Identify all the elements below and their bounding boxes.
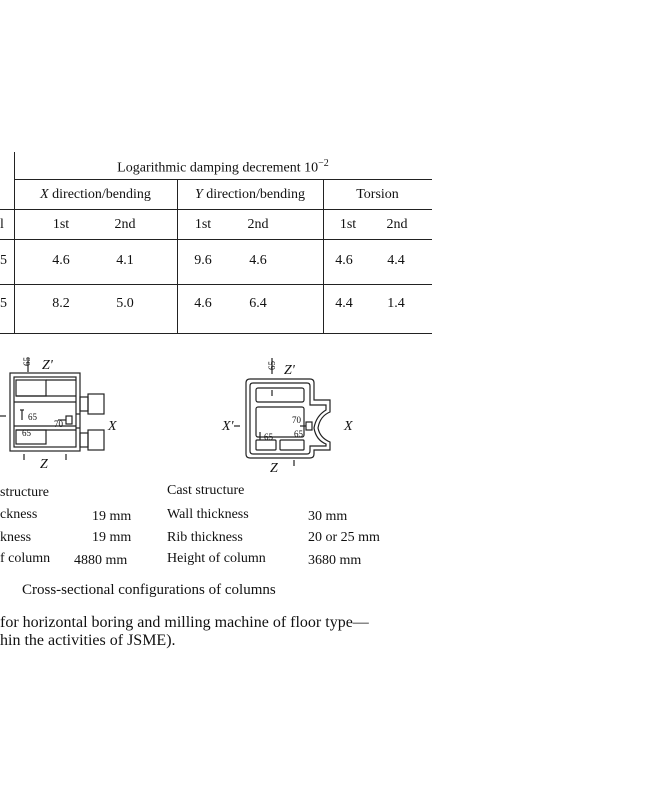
table-cell: 6.4 bbox=[249, 296, 267, 311]
table-super-header bbox=[14, 159, 432, 176]
cast-spec-label: Rib thickness bbox=[167, 530, 243, 545]
table-rule-bottom bbox=[0, 333, 432, 334]
table-cell: 4.1 bbox=[116, 253, 134, 268]
left-dim-70: 70 bbox=[54, 419, 63, 429]
figure-caption: Cross-sectional configurations of columns bbox=[22, 582, 276, 598]
right-x-prime-label: X' bbox=[222, 419, 234, 434]
table-rule-2 bbox=[0, 209, 432, 210]
group-axis-x: X bbox=[40, 187, 49, 202]
welded-spec-title: structure bbox=[0, 485, 49, 500]
group-header-y: Y direction/bending bbox=[194, 187, 306, 202]
order-label: 1st bbox=[339, 217, 357, 232]
welded-spec-label: f column bbox=[0, 551, 51, 566]
order-label: 1st bbox=[194, 217, 212, 232]
group-axis-y: Y bbox=[194, 187, 203, 202]
cast-spec-value: 3680 mm bbox=[308, 553, 362, 568]
welded-spec-value: 4880 mm bbox=[74, 553, 128, 568]
left-dim-65-mid: 65 bbox=[28, 412, 37, 422]
cast-spec-value: 30 mm bbox=[308, 509, 348, 524]
left-z-top-label: Z' bbox=[42, 358, 53, 373]
cast-spec-label: Height of column bbox=[167, 551, 266, 566]
table-vline-y bbox=[177, 179, 178, 334]
table-rule-1 bbox=[14, 179, 432, 180]
left-dim-65-low: 65 bbox=[22, 428, 31, 438]
cast-spec-title: Cast structure bbox=[167, 483, 245, 498]
caption-line-1: for horizontal boring and milling machine of floor type— bbox=[0, 614, 369, 631]
cast-spec-label: Wall thickness bbox=[167, 507, 249, 522]
order-label: 2nd bbox=[114, 217, 136, 232]
table-cell: 1.4 bbox=[387, 296, 405, 311]
table-cell: 4.6 bbox=[194, 296, 212, 311]
table-cell: 4.4 bbox=[335, 296, 353, 311]
left-z-bottom-label: Z bbox=[40, 457, 48, 472]
right-dim-65-top: 65 bbox=[267, 361, 277, 370]
group-header-torsion: Torsion bbox=[356, 187, 399, 202]
right-dim-65-mid: 65 bbox=[294, 429, 303, 439]
table-cell: 4.6 bbox=[335, 253, 353, 268]
order-label: 1st bbox=[52, 217, 70, 232]
welded-cross-section-diagram bbox=[0, 350, 140, 480]
table-cell: 4.6 bbox=[249, 253, 267, 268]
welded-spec-value: 19 mm bbox=[92, 530, 132, 545]
left-fragment-value: 5 bbox=[0, 254, 7, 268]
table-cell: 4.6 bbox=[52, 253, 70, 268]
right-dim-70: 70 bbox=[292, 415, 301, 425]
left-fragment-sub: l bbox=[0, 217, 4, 232]
cast-cross-section-diagram bbox=[220, 350, 360, 480]
right-z-bottom-label: Z bbox=[270, 461, 278, 476]
right-z-top-label: Z' bbox=[284, 363, 295, 378]
welded-spec-value: 19 mm bbox=[92, 509, 132, 524]
table-cell: 5.0 bbox=[116, 296, 134, 311]
group-header-x: X direction/bending bbox=[40, 187, 151, 202]
welded-spec-label: ckness bbox=[0, 507, 38, 522]
table-rule-3 bbox=[0, 239, 432, 240]
left-fragment-value: 5 bbox=[0, 297, 7, 311]
table-cell: 4.4 bbox=[387, 253, 405, 268]
table-rule-4 bbox=[0, 284, 432, 285]
welded-spec-label: kness bbox=[0, 530, 32, 545]
table-cell: 9.6 bbox=[194, 253, 212, 268]
left-x-label: X bbox=[108, 419, 117, 434]
order-label: 2nd bbox=[247, 217, 269, 232]
left-dim-65-top: 65 bbox=[22, 357, 32, 366]
right-x-label: X bbox=[344, 419, 353, 434]
order-label: 2nd bbox=[386, 217, 408, 232]
cast-spec-value: 20 or 25 mm bbox=[308, 530, 380, 545]
super-header-exponent: −2 bbox=[318, 158, 329, 169]
table-cell: 8.2 bbox=[52, 296, 70, 311]
super-header-text: Logarithmic damping decrement 10 bbox=[117, 160, 319, 176]
caption-line-2: hin the activities of JSME). bbox=[0, 632, 176, 649]
right-dim-65-left: 65 bbox=[264, 432, 273, 442]
